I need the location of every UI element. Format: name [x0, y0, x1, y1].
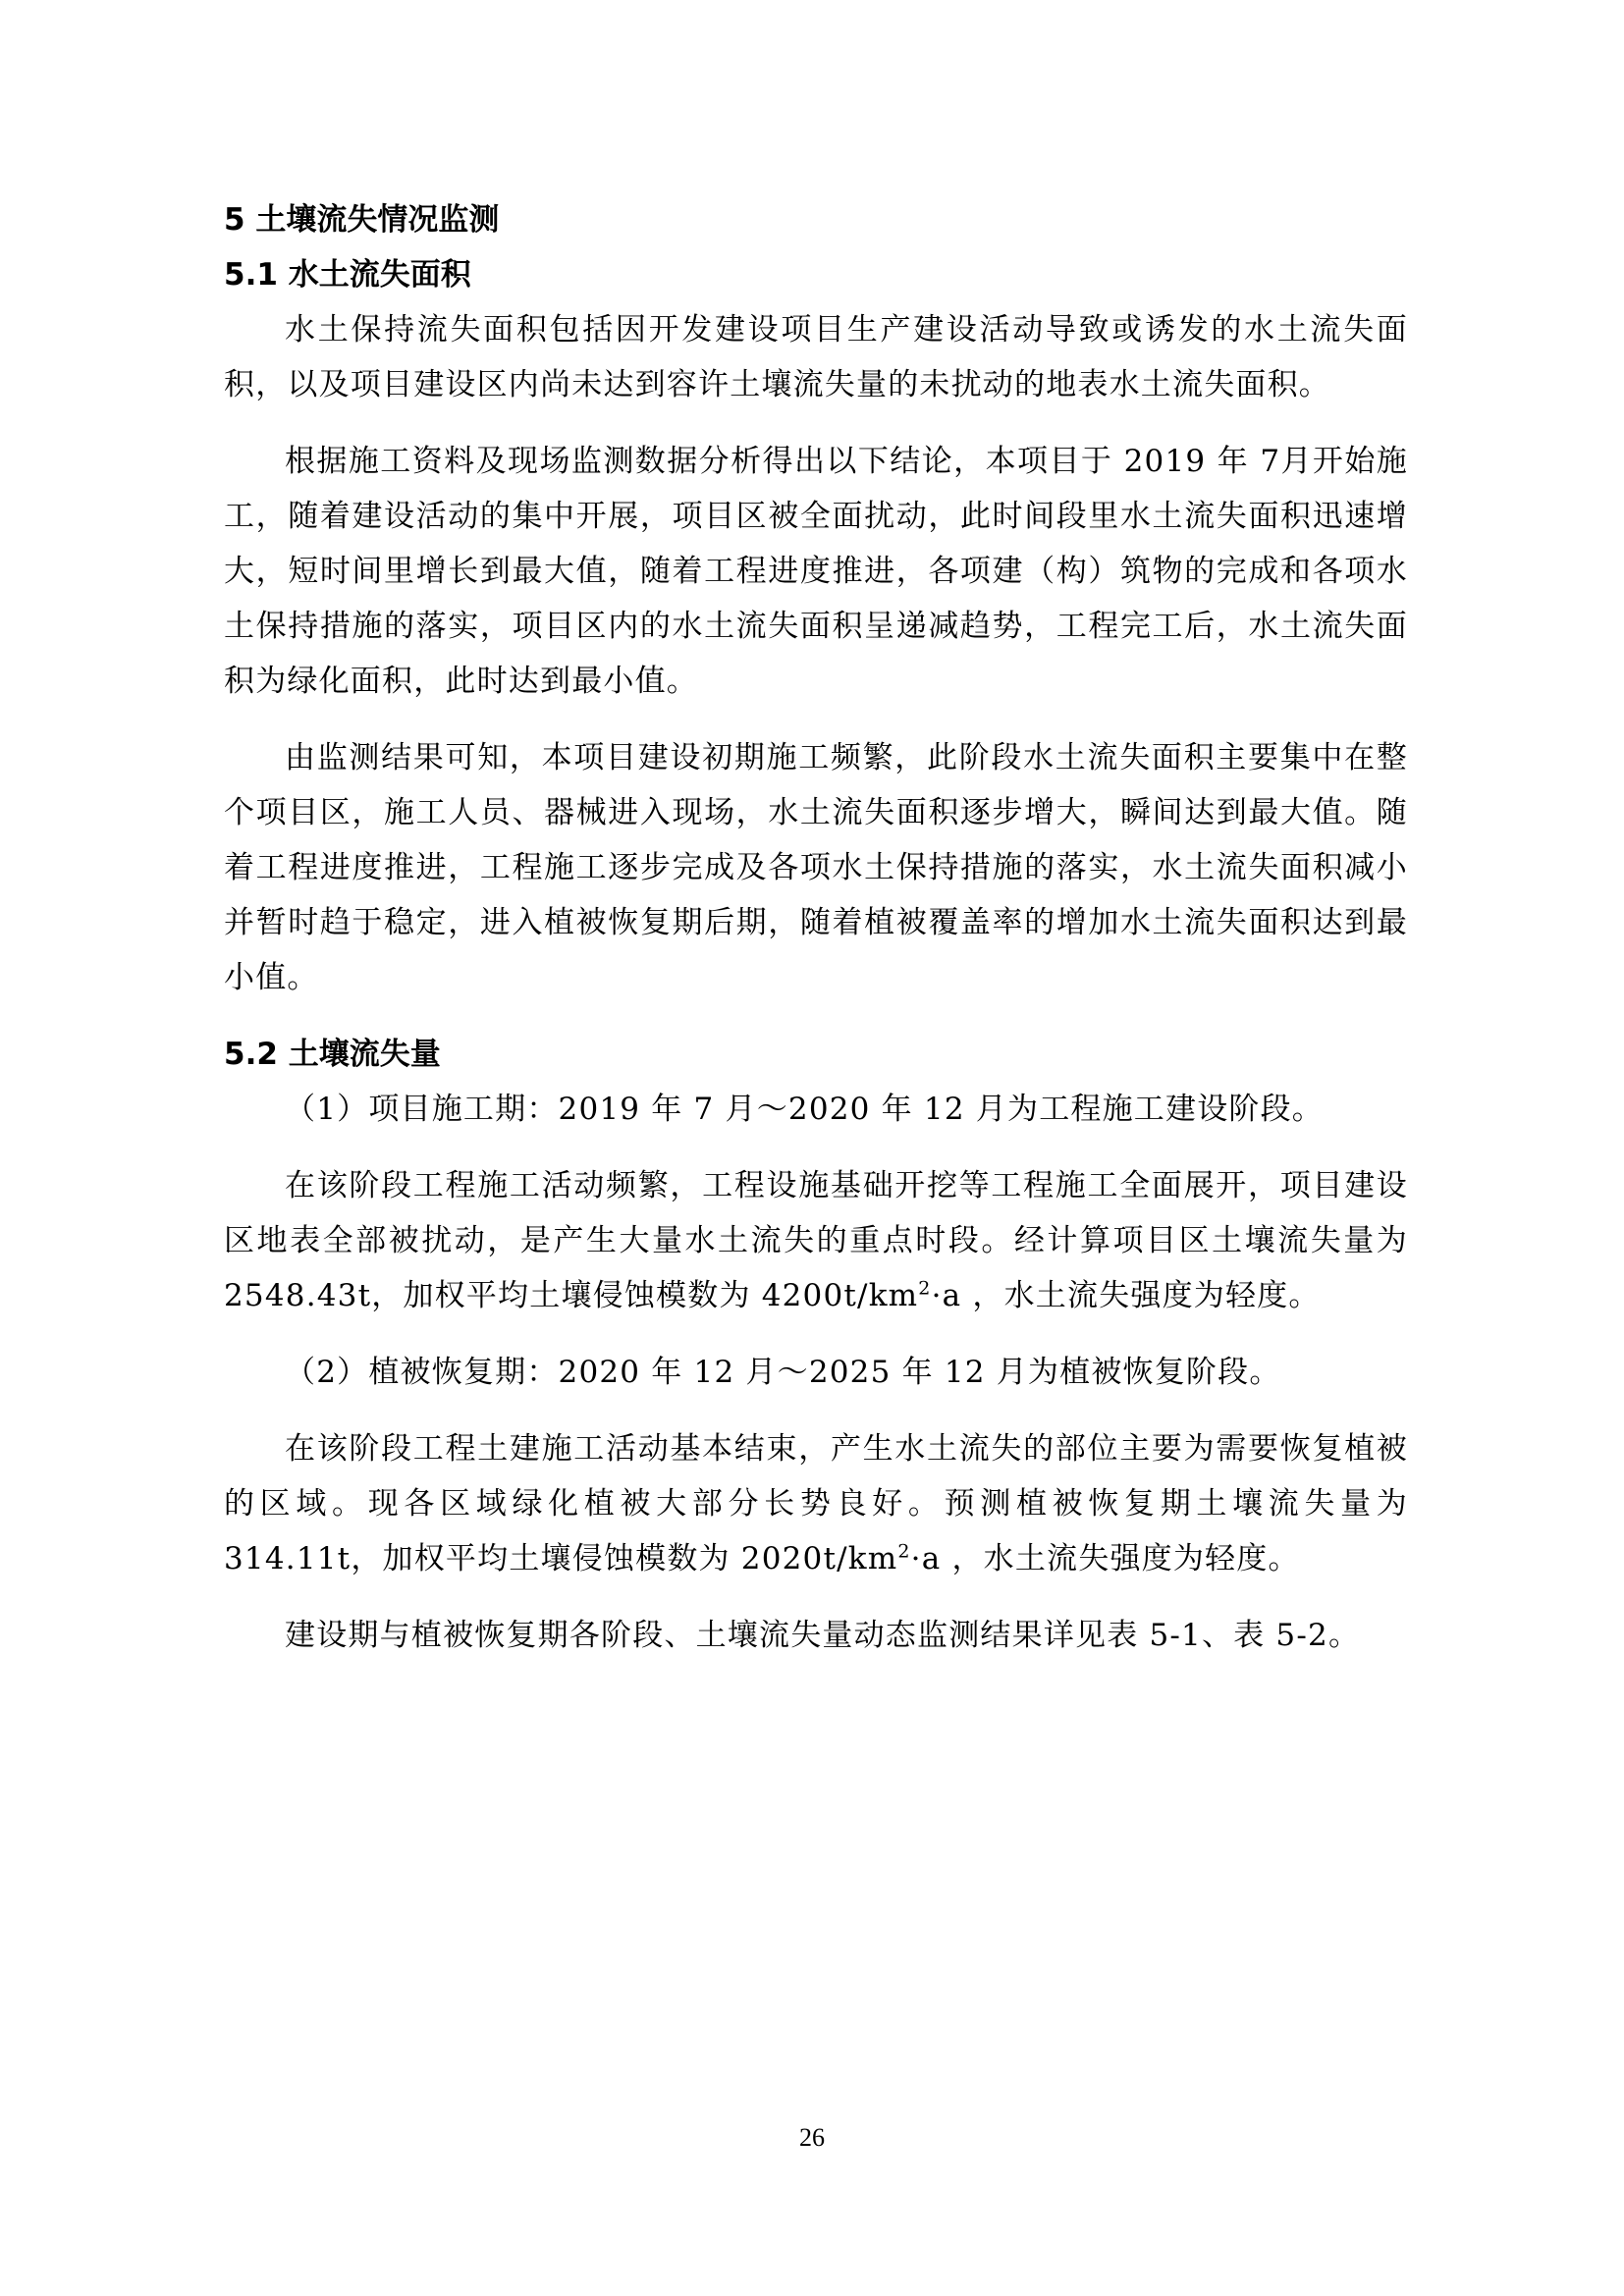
page-content — [224, 192, 1408, 1663]
construction-period-heading: （1）项目施工期：2019 年 7 月～2020 年 12 月为工程施工建设阶段。 — [285, 1092, 1324, 1127]
section-5-1-paragraph-3: 由监测结果可知，本项目建设初期施工频繁，此阶段水土流失面积主要集中在整个项目区，施工人员、器械进入现场，水土流失面积逐步增大，瞬间达到最大值。随着工程进度推进，工程施工逐步完成及各项水土保持措施的落实，水土流失面积减小并暂时趋于稳定，进入植被恢复期后期，随着植被覆盖率的增加水土流失面积达到最小值。 — [224, 740, 1408, 995]
recovery-period-text: 在该阶段工程土建施工活动基本结束，产生水土流失的部位主要为需要恢复植被的区域。现各区域绿化植被大部分长势良好。预测植被恢复期土壤流失量为314.11t，加权平均土壤侵蚀模数为 2020t/km — [224, 1431, 1408, 1576]
section-5-1-title: 5.1 水土流失面积 — [224, 257, 471, 293]
construction-period-superscript: 2 — [918, 1277, 932, 1300]
recovery-period-description — [224, 1421, 1408, 1586]
section-5-1-paragraph-2: 根据施工资料及现场监测数据分析得出以下结论，本项目于 2019 年 7月开始施工，随着建设活动的集中开展，项目区被全面扰动，此时间段里水土流失面积迅速增大，短时间里增长到最大值，随着工程进度推进，各项建（构）筑物的完成和各项水土保持措施的落实，项目区内的水土流失面积呈递减趋势，工程完工后，水土流失面积为绿化面积，此时达到最小值。 — [224, 444, 1408, 699]
section-5-2-title: 5.2 土壤流失量 — [224, 1037, 441, 1072]
construction-period-text-end: ·a ，水土流失强度为轻度。 — [931, 1278, 1321, 1313]
construction-period-description — [224, 1158, 1408, 1323]
recovery-period-superscript: 2 — [897, 1540, 911, 1563]
summary-paragraph: 建设期与植被恢复期各阶段、土壤流失量动态监测结果详见表 5-1、表 5-2。 — [285, 1618, 1361, 1653]
recovery-period-heading: （2）植被恢复期：2020 年 12 月～2025 年 12 月为植被恢复阶段。 — [285, 1355, 1281, 1390]
page-number: 26 — [799, 2123, 825, 2152]
recovery-period-text-end: ·a ，水土流失强度为轻度。 — [910, 1541, 1300, 1576]
construction-period-text: 在该阶段工程施工活动频繁，工程设施基础开挖等工程施工全面展开，项目建设区地表全部被扰动，是产生大量水土流失的重点时段。经计算项目区土壤流失量为2548.43t，加权平均土壤侵蚀模数为 4200t/km — [224, 1168, 1408, 1313]
section-5-1-paragraph-1: 水土保持流失面积包括因开发建设项目生产建设活动导致或诱发的水土流失面积，以及项目建设区内尚未达到容许土壤流失量的未扰动的地表水土流失面积。 — [224, 312, 1408, 402]
section-5-title: 5 土壤流失情况监测 — [224, 202, 500, 238]
